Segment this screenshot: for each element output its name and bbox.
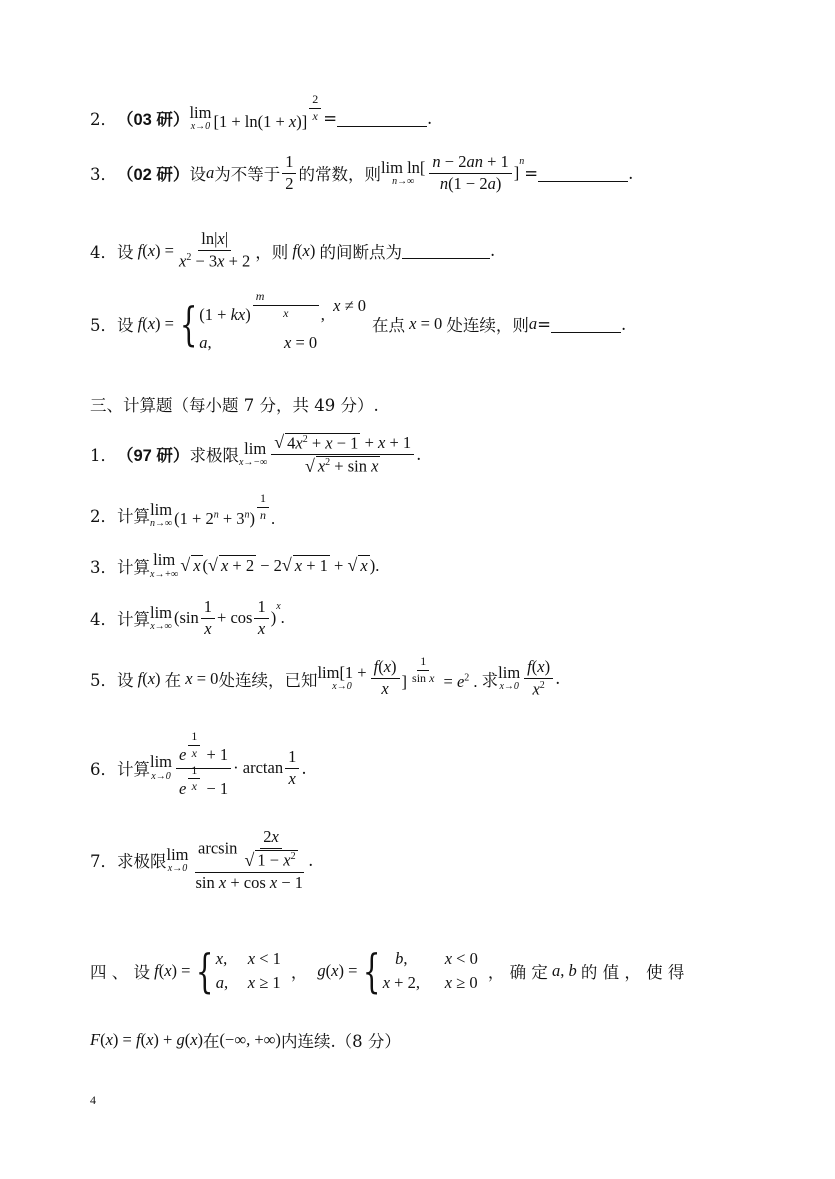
period: . [308, 850, 314, 870]
text: 的间断点为 [319, 242, 402, 262]
section-label: 四 、 设 [90, 963, 150, 982]
text: 在 [164, 670, 182, 690]
limit-expression: lim x→0 [166, 844, 189, 875]
formula: x = 0 [185, 668, 219, 688]
section-heading: 三、计算题（每小题 7 分，共 49 分）. [90, 396, 379, 415]
equals-sign: = [524, 163, 539, 183]
problem-number: 6． [90, 760, 117, 780]
formula: x = 0 [409, 314, 447, 334]
problem-number: 1． [90, 446, 117, 466]
limit-expression: lim n→∞ [150, 499, 173, 530]
limit-expression: lim ln[ n→∞ [380, 157, 426, 188]
left-brace: { [363, 944, 381, 998]
piecewise-cases: b, x < 0 x + 2, x ≥ 0 [382, 949, 478, 992]
problem-4-calc [90, 598, 285, 639]
problem-4 [90, 230, 495, 271]
problem-number: 2． [90, 507, 117, 527]
problem-3 [90, 153, 633, 194]
exam-tag: （03 研） [117, 111, 190, 130]
problem-number: 3． [90, 165, 117, 185]
limit-expression: lim x→∞ [150, 602, 173, 633]
text: 求 [481, 670, 499, 690]
limit-expression: lim x→0 [189, 102, 212, 133]
problem-number: 4． [90, 242, 117, 262]
answer-blank [551, 316, 621, 333]
problem-6-calc [90, 729, 307, 800]
section-4-line-2 [90, 1028, 401, 1052]
text: 设 [117, 242, 134, 262]
problem-3-calc [90, 552, 379, 580]
text: 为不等于 [214, 165, 281, 185]
text: 处连续，已知 [218, 670, 318, 690]
problem-number: 7． [90, 852, 117, 872]
text: 设 [117, 316, 134, 336]
text: 求极限 [117, 852, 167, 872]
text: 计算 [117, 760, 150, 780]
formula: ]$^n$ [513, 155, 525, 183]
exam-tag: （02 研） [117, 166, 190, 185]
period: . [620, 314, 627, 334]
problem-number: 5． [90, 670, 117, 690]
problem-2 [90, 92, 433, 134]
period: . [427, 108, 433, 128]
problem-number: 5． [90, 316, 117, 336]
formula-fraction: $\frac{n - 2an + 1}{n(1 - 2a)}$ [429, 153, 511, 194]
page-number: 4 [90, 1093, 96, 1107]
formula-fraction: $\frac{√ 4x^2 + x - 1 + x + 1}{√ x^2 + \sin x}$ [271, 432, 414, 477]
text: 处连续，则 [446, 316, 529, 336]
formula: (sin [174, 608, 199, 628]
text: 内连续.（8 分） [280, 1032, 401, 1051]
problem-5 [90, 289, 627, 353]
formula: F(x) = f(x) + g(x) [90, 1030, 204, 1049]
text: 在点 [372, 316, 405, 336]
text: ， 确 定 [487, 963, 548, 982]
formula-fraction: $\frac{1}{x}$ [201, 598, 215, 639]
limit-expression: lim x→−∞ [238, 438, 268, 469]
formula: (−∞, +∞) [219, 1030, 281, 1049]
text: 计算 [117, 507, 150, 527]
period: . [416, 444, 422, 464]
period: . [301, 758, 307, 778]
formula: √ x (√ x + 2 − 2√ x + 1 + √ x ). [180, 555, 380, 576]
limit-expression: lim[1 + x→0 [317, 662, 367, 693]
variable-a: a [528, 314, 538, 334]
formula-fraction: $\frac{\ln|x|}{x^2 - 3x + 2}$ [178, 229, 251, 271]
text: 求极限 [189, 446, 239, 466]
answer-blank [538, 165, 628, 182]
formula-fraction: $\frac{f(x)}{x}$ [371, 658, 400, 699]
left-brace: { [196, 944, 214, 998]
answer-blank [402, 242, 490, 259]
problem-7-calc [90, 828, 313, 893]
text: ，则 [255, 242, 289, 262]
formula-fraction: $\frac{f(x)}{x^2}$ [524, 658, 553, 699]
answer-blank [337, 110, 427, 127]
formula: f(x) = [154, 961, 191, 980]
formula: f(x) = [137, 314, 174, 334]
exam-tag: （97 研） [117, 447, 190, 466]
text: 计算 [117, 557, 150, 577]
piecewise-cases: x, x < 1 a, x ≥ 1 [215, 949, 281, 992]
formula: + cos [217, 608, 253, 628]
formula: · arctan [233, 758, 284, 778]
text: 的 值 ， 使 得 [580, 963, 685, 982]
text: ， [290, 963, 308, 982]
text: 在 [203, 1032, 220, 1051]
text: 设 [189, 165, 206, 185]
formula: ] $^{\frac{1}{\text{sin x}}}$ = $e^2$ . [401, 654, 482, 692]
problem-number: 2． [90, 110, 117, 130]
period: . [628, 163, 634, 183]
left-brace: { [179, 297, 198, 352]
problem-number: 3． [90, 557, 117, 577]
section-4 [90, 944, 685, 998]
piecewise-cases: (1 + kx) $^{\frac{m}{x}}$ , x ≠ 0 a, x = 0 [199, 289, 366, 352]
period: . [555, 669, 561, 689]
formula-fraction: arcsin $\frac{2x}{√ 1 - x^2}$ sin x + cos x − 1 [195, 827, 304, 892]
formula: $(1 + 2^n + 3^n)$ $^{\frac{1}{n}}$ . [174, 491, 276, 529]
limit-expression: lim x→+∞ [150, 550, 179, 580]
formula: g(x) = [317, 961, 358, 980]
equals-sign: = [323, 108, 338, 128]
problem-2-calc [90, 491, 276, 531]
equals-sign: = [537, 314, 551, 334]
text: 设 [117, 670, 134, 690]
text: 计算 [117, 610, 150, 630]
formula: f(x) [292, 240, 320, 260]
formula: f(x) [137, 668, 165, 688]
formula: )$^x$. [270, 600, 285, 628]
formula: f(x) = [137, 240, 174, 260]
problem-5-calc [90, 654, 561, 699]
limit-expression: lim x→0 [150, 752, 173, 782]
period: . [489, 241, 496, 261]
formula: [1 + ln(1 + x)] $^{\frac{2}{x}}$ [213, 103, 323, 134]
problem-1 [90, 432, 421, 477]
limit-expression: lim x→0 [498, 662, 521, 693]
text: 的常数，则 [298, 165, 381, 185]
formula-fraction: e $^{\frac{1}{x}}$ + 1 e $^{\frac{1}{x}}$ − 1 [176, 736, 231, 800]
fraction-one-half: $\frac{1}{2}$ [282, 153, 296, 194]
formula: a, b [551, 961, 577, 980]
formula-fraction: $\frac{1}{x}$ [254, 598, 268, 639]
formula-fraction: $\frac{1}{x}$ [285, 748, 299, 789]
variable-a: a [205, 163, 215, 183]
problem-number: 4． [90, 610, 117, 630]
